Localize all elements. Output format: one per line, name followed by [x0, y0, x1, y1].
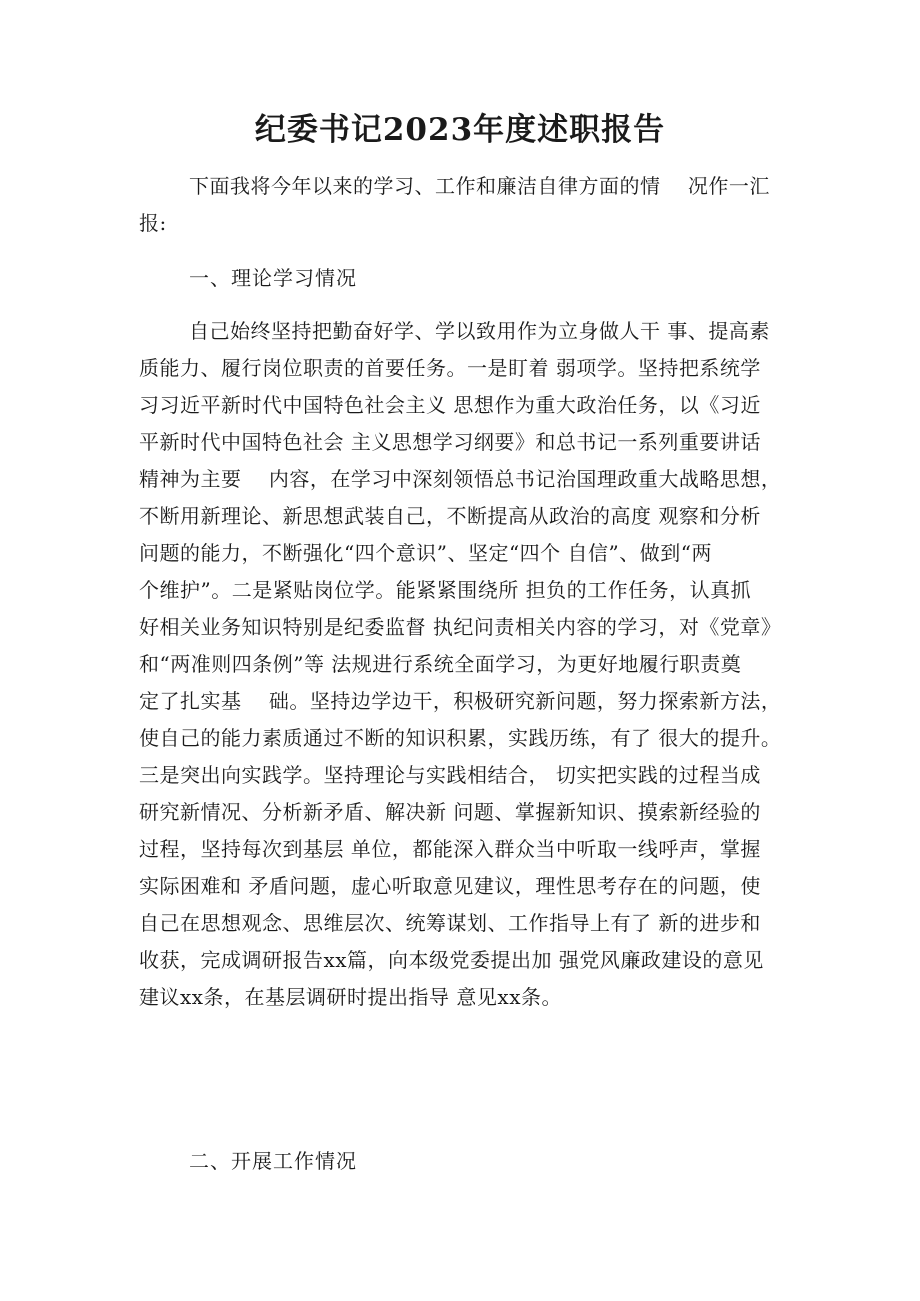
paragraph-line: 和“两准则四条例”等 法规进行系统全面学习，为更好地履行职责奠 [139, 652, 742, 676]
paragraph-line: 自己在思想观念、思维层次、统筹谋划、工作指导上有了 新的进步和 [139, 911, 761, 935]
intro-paragraph [139, 168, 799, 242]
paragraph-line: 个维护”。二是紧贴岗位学。能紧紧围绕所 担负的工作任务，认真抓 [139, 578, 752, 602]
paragraph-line: 精神为主要 内容，在学习中深刻领悟总书记治国理政重大战略思想， [139, 467, 782, 491]
paragraph-line: 习习近平新时代中国特色社会主义 思想作为重大政治任务，以《习近 [139, 393, 761, 417]
intro-line: 报: [139, 211, 167, 235]
paragraph-line: 定了扎实基 础。坚持边学边干，积极研究新问题，努力探索新方法， [139, 689, 782, 713]
paragraph-line: 研究新情况、分析新矛盾、解决新 问题、掌握新知识、摸索新经验的 [139, 800, 761, 824]
paragraph-line: 建议xx条，在基层调研时提出指导 意见xx条。 [139, 985, 562, 1009]
paragraph-line: 好相关业务知识特别是纪委监督 执纪问责相关内容的学习，对《党章》 [139, 615, 782, 639]
intro-line: 下面我将今年以来的学习、工作和廉洁自律方面的情 况作一汇 [189, 174, 770, 198]
theory-paragraph [139, 313, 799, 1016]
paragraph-line: 问题的能力，不断强化“四个意识”、坚定“四个 自信”、做到“两 [139, 541, 712, 565]
paragraph-line: 三是突出向实践学。坚持理论与实践相结合， 切实把实践的过程当成 [139, 763, 761, 787]
section-heading-theory: 一、理论学习情况 [189, 266, 357, 290]
paragraph-line: 平新时代中国特色社会 主义思想学习纲要》和总书记一系列重要讲话 [139, 430, 761, 454]
section-heading-work: 二、开展工作情况 [189, 1149, 357, 1173]
paragraph-line: 过程，坚持每次到基层 单位，都能深入群众当中听取一线呼声，掌握 [139, 837, 761, 861]
paragraph-line: 实际困难和 矛盾问题，虚心听取意见建议，理性思考存在的问题，使 [139, 874, 761, 898]
paragraph-line: 质能力、履行岗位职责的首要任务。一是盯着 弱项学。坚持把系统学 [139, 356, 761, 380]
paragraph-line: 使自己的能力素质通过不断的知识积累，实践历练，有了 很大的提升。 [139, 726, 782, 750]
paragraph-line: 自己始终坚持把勤奋好学、学以致用作为立身做人干 事、提高素 [189, 319, 770, 343]
paragraph-line: 收获，完成调研报告xx篇，向本级党委提出加 强党风廉政建设的意见 [139, 948, 764, 972]
paragraph-line: 不断用新理论、新思想武装自己，不断提高从政治的高度 观察和分析 [139, 504, 761, 528]
document-title: 纪委书记2023年度述职报告 [254, 112, 666, 148]
